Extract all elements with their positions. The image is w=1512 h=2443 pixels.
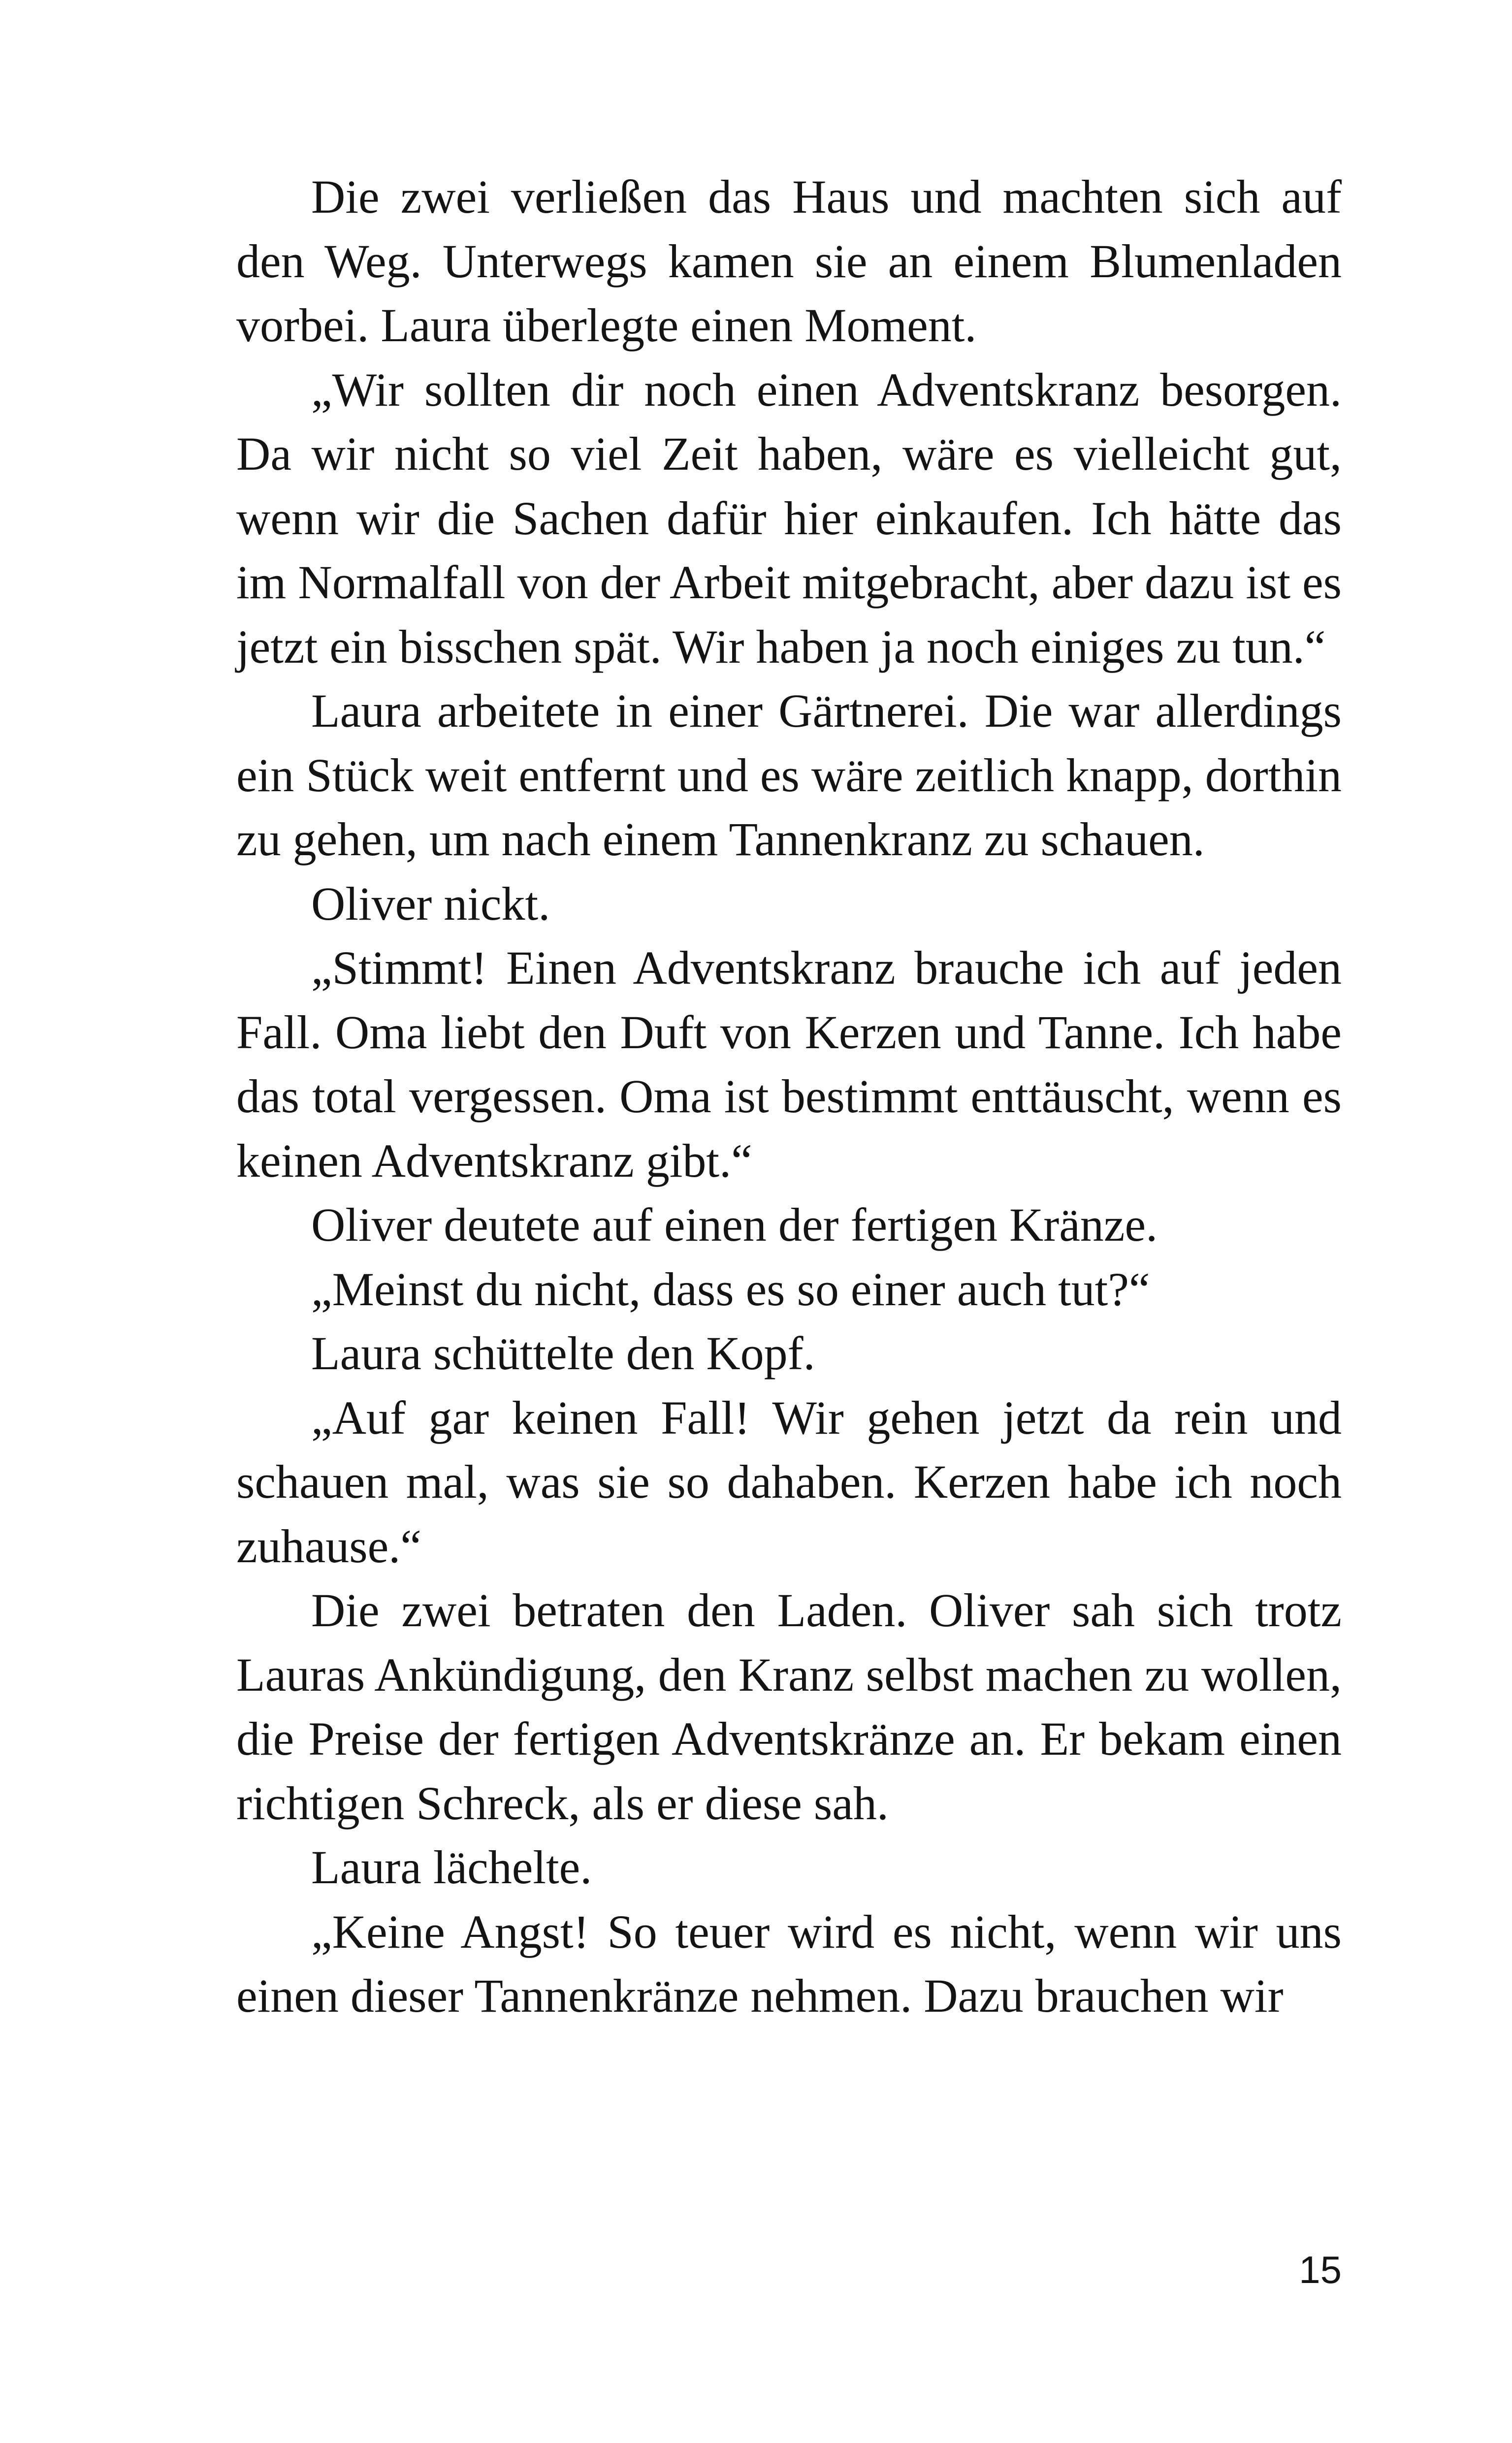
paragraph-6: Oliver deutete auf einen der fertigen Kränze.: [311, 1198, 1158, 1251]
paragraph-4: Oliver nickt.: [311, 877, 550, 930]
paragraph-11: Laura lächelte.: [311, 1841, 592, 1894]
paragraph-7: „Meinst du nicht, dass es so einer auch tut?“: [311, 1262, 1150, 1316]
paragraph-10: Die zwei betraten den Laden. Oliver sah sich trotz Lauras Ankündigung, den Kranz selbst machen zu wollen, die Preise der fertigen Adventskränze an. Er bekam einen richtigen Schreck, als er diese sah.: [236, 1584, 1342, 1830]
paragraph-3: Laura arbeitete in einer Gärtnerei. Die war allerdings ein Stück weit entfernt und es wäre zeitlich knapp, dorthin zu gehen, um nach einem Tannenkranz zu schauen.: [236, 684, 1342, 866]
paragraph-1: Die zwei verließen das Haus und machten sich auf den Weg. Unterwegs kamen sie an einem Blumenladen vorbei. Laura überlegte einen Moment.: [236, 170, 1342, 352]
page-number: 15: [1299, 2248, 1342, 2291]
paragraph-12: „Keine Angst! So teuer wird es nicht, wenn wir uns einen dieser Tannenkränze nehmen. Dazu brauchen wir: [236, 1905, 1342, 2022]
paragraph-8: Laura schüttelte den Kopf.: [311, 1327, 815, 1380]
paragraph-5: „Stimmt! Einen Adventskranz brauche ich auf jeden Fall. Oma liebt den Duft von Kerzen und Tanne. Ich habe das total vergessen. Oma ist bestimmt enttäuscht, wenn es keinen Adventskranz gibt.“: [236, 941, 1342, 1187]
paragraph-2: „Wir sollten dir noch einen Adventskranz besorgen. Da wir nicht so viel Zeit haben, wäre es vielleicht gut, wenn wir die Sachen dafür hier einkaufen. Ich hätte das im Normalfall von der Arbeit mitgebracht, aber dazu ist es jetzt ein bisschen spät. Wir haben ja noch einiges zu tun.“: [236, 363, 1342, 673]
page-body-text: [236, 165, 1342, 2028]
paragraph-9: „Auf gar keinen Fall! Wir gehen jetzt da rein und schauen mal, was sie so dahaben. Kerzen habe ich noch zuhause.“: [236, 1391, 1342, 1573]
